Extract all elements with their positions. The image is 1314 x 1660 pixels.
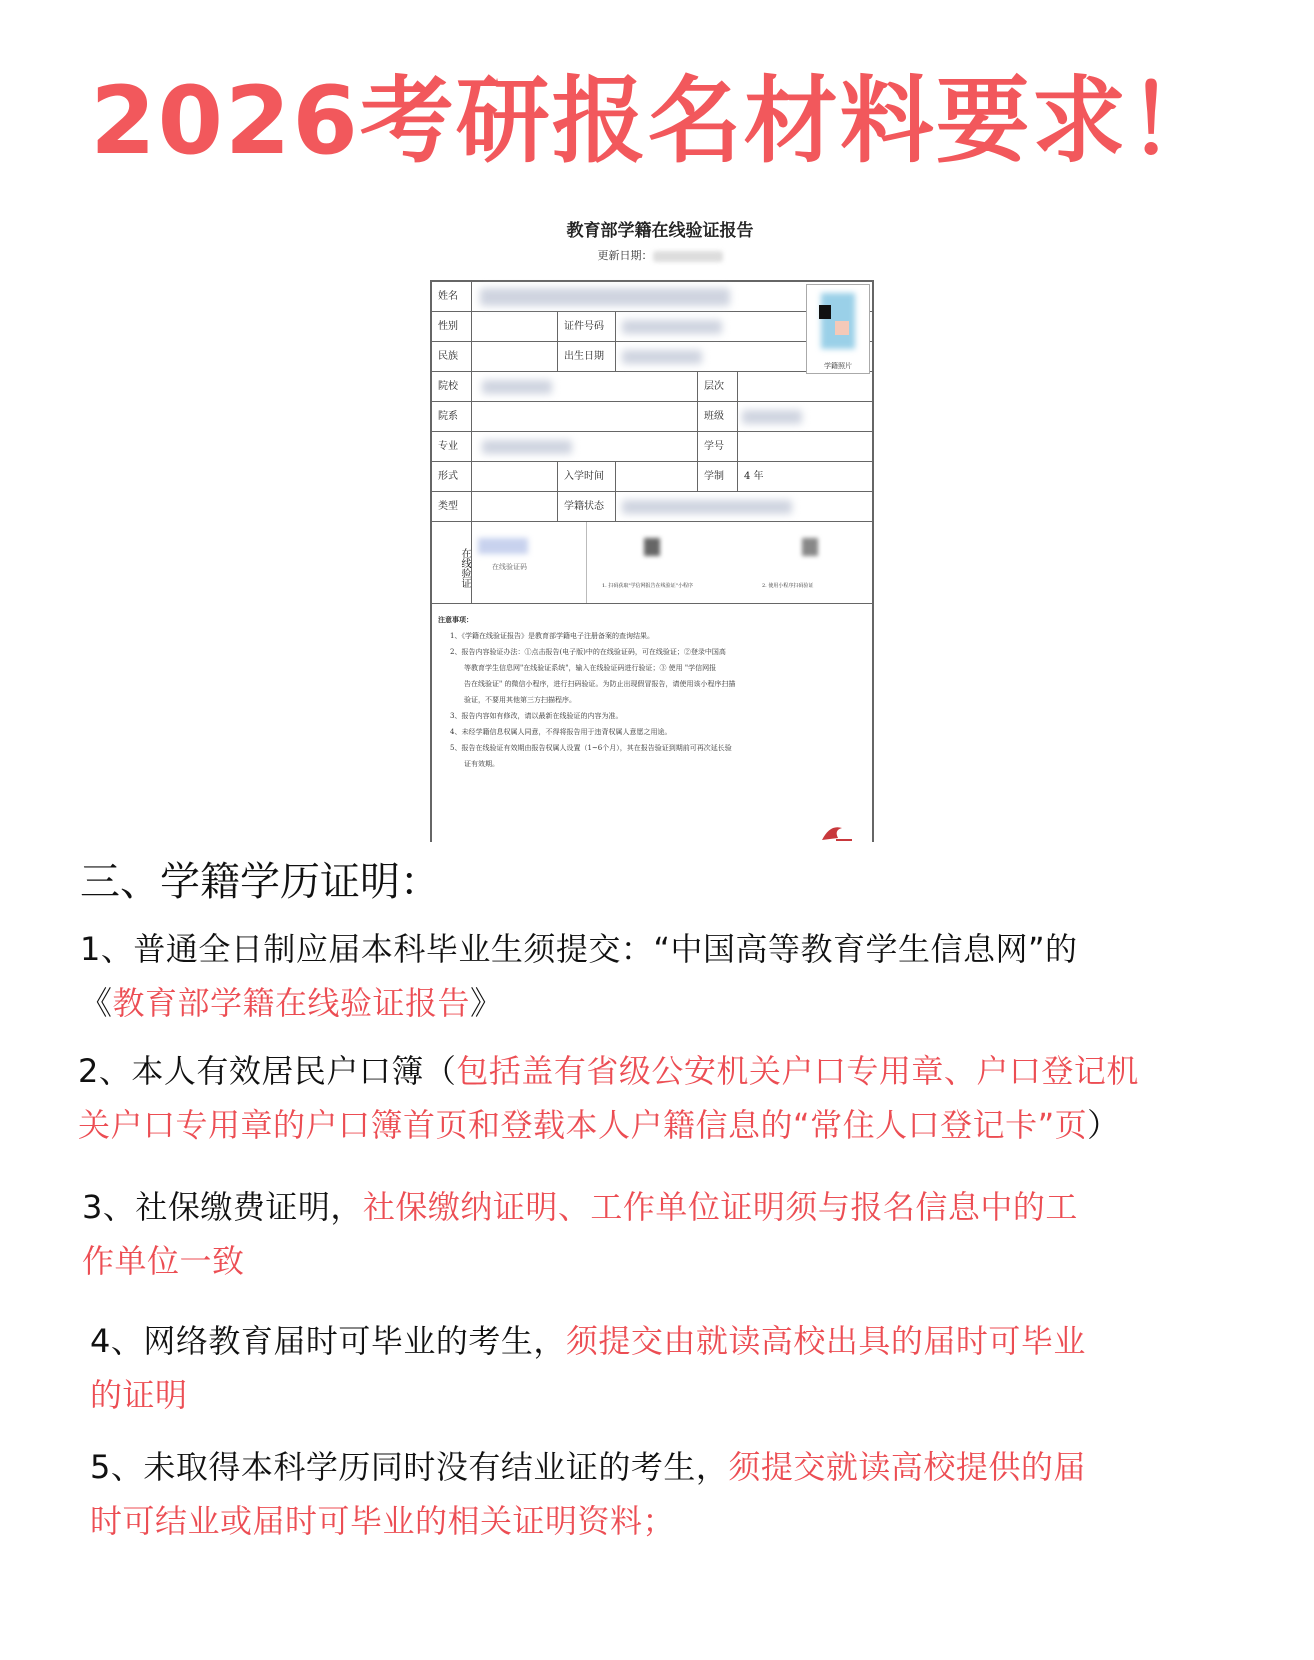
verify-code-label: 在线验证码 bbox=[492, 563, 527, 571]
quote-close: 》 bbox=[470, 984, 503, 1022]
list-item-1 bbox=[80, 922, 1240, 1030]
note-line: 证有效期。 bbox=[464, 760, 499, 768]
verify-step-2: 2. 使用小程序扫码验证 bbox=[762, 583, 814, 589]
row-form bbox=[432, 462, 872, 492]
blurred-date bbox=[653, 251, 723, 262]
divider bbox=[586, 522, 587, 603]
page-title: 2026考研报名材料要求！ bbox=[90, 67, 1224, 176]
highlight-text: 社保缴纳证明、工作单位证明须与报名信息中的工 bbox=[362, 1188, 1078, 1226]
qr-code-1 bbox=[644, 538, 660, 556]
label-major: 专业 bbox=[432, 432, 472, 461]
photo-block bbox=[819, 305, 831, 319]
label-id: 证件号码 bbox=[558, 312, 616, 341]
item-prefix: 3、社保缴费证明， bbox=[82, 1188, 363, 1226]
item-prefix: 4、网络教育届时可毕业的考生， bbox=[90, 1322, 566, 1360]
label-class: 班级 bbox=[698, 402, 738, 431]
note-line: 等教育学生信息网"在线验证系统"，输入在线验证码进行验证；③ 使用 "学信网报 bbox=[464, 664, 717, 672]
label-gender: 性别 bbox=[432, 312, 472, 341]
notes bbox=[432, 612, 872, 772]
highlight-text: 须提交就读高校提供的届 bbox=[728, 1448, 1086, 1486]
label-school: 院校 bbox=[432, 372, 472, 401]
report-title: 教育部学籍在线验证报告 bbox=[566, 221, 754, 241]
student-photo bbox=[806, 284, 870, 374]
item-text bbox=[78, 1044, 1278, 1098]
label-department: 院系 bbox=[432, 402, 472, 431]
note-line: 告在线验证" 的微信小程序，进行扫码验证。为防止出现假冒报告，请使用该小程序扫描 bbox=[464, 680, 736, 688]
highlight-text: 包括盖有省级公安机关户口专用章、户口登记机 bbox=[456, 1052, 1139, 1090]
label-birth: 出生日期 bbox=[558, 342, 616, 371]
online-verify-section bbox=[432, 522, 872, 604]
label-level: 层次 bbox=[698, 372, 738, 401]
report-date bbox=[410, 247, 910, 263]
note-line: 1、《学籍在线验证报告》是教育部学籍电子注册备案的查询结果。 bbox=[450, 632, 654, 640]
item-text: 1、普通全日制应届本科毕业生须提交：“中国高等教育学生信息网”的 bbox=[80, 930, 1078, 968]
row-school bbox=[432, 372, 872, 402]
item-text bbox=[90, 1440, 1260, 1494]
notes-title: 注意事项： bbox=[438, 615, 473, 624]
report-sheet bbox=[430, 280, 874, 842]
verification-report-image bbox=[410, 200, 910, 840]
highlight-text-line2: 时可结业或届时可毕业的相关证明资料； bbox=[90, 1502, 676, 1540]
label-duration: 学制 bbox=[698, 462, 738, 491]
quote-open: 《 bbox=[80, 984, 113, 1022]
note-line: 验证，不要用其他第三方扫描程序。 bbox=[464, 696, 576, 704]
blurred-value bbox=[622, 320, 722, 334]
note-line: 2、报告内容验证办法：①点击报告(电子版)中的在线验证码，可在线验证；②登录中国高 bbox=[450, 648, 726, 656]
label-type: 类型 bbox=[432, 492, 472, 521]
note-line: 4、未经学籍信息权属人同意，不得将报告用于违背权属人意愿之用途。 bbox=[450, 728, 672, 736]
item-text-line2 bbox=[80, 976, 1240, 1030]
highlight-text-line2: 的证明 bbox=[90, 1376, 188, 1414]
label-ethnicity: 民族 bbox=[432, 342, 472, 371]
blurred-value bbox=[622, 350, 702, 364]
section-heading: 三、学籍学历证明： bbox=[80, 859, 440, 905]
report-date-label: 更新日期： bbox=[597, 249, 653, 262]
label-status: 学籍状态 bbox=[558, 492, 616, 521]
label-form: 形式 bbox=[432, 462, 472, 491]
blurred-value bbox=[742, 410, 802, 424]
item-prefix: 2、本人有效居民户口簿（ bbox=[78, 1052, 457, 1090]
value-form bbox=[472, 462, 558, 491]
blurred-value bbox=[480, 288, 730, 306]
blurred-value bbox=[482, 380, 552, 394]
row-department bbox=[432, 402, 872, 432]
item-text bbox=[82, 1180, 1262, 1234]
item-text bbox=[90, 1314, 1260, 1368]
value-ethnicity bbox=[472, 342, 558, 371]
qr-code-2 bbox=[802, 538, 818, 556]
value-enroll bbox=[616, 462, 698, 491]
value-type bbox=[472, 492, 558, 521]
row-major bbox=[432, 432, 872, 462]
note-line: 5、报告在线验证有效期由报告权属人设置（1~6个月），其在报告验证到期前可再次延长验 bbox=[450, 744, 732, 752]
seal-icon bbox=[816, 820, 856, 842]
item-prefix: 5、未取得本科学历同时没有结业证的考生， bbox=[90, 1448, 729, 1486]
verify-step-1: 1. 扫码获取"学信网报告在线验证"小程序 bbox=[602, 583, 693, 589]
item-text-line2 bbox=[78, 1098, 1278, 1152]
blurred-value bbox=[482, 440, 572, 454]
value-department bbox=[472, 402, 698, 431]
row-type bbox=[432, 492, 872, 522]
photo-caption: 学籍照片 bbox=[824, 362, 852, 370]
list-item-4 bbox=[90, 1314, 1260, 1422]
highlight-text-line2: 作单位一致 bbox=[82, 1242, 245, 1280]
label-student-no: 学号 bbox=[698, 432, 738, 461]
value-duration: 4 年 bbox=[744, 471, 764, 482]
note-line: 3、报告内容如有修改，请以最新在线验证的内容为准。 bbox=[450, 712, 623, 720]
label-enroll: 入学时间 bbox=[558, 462, 616, 491]
verify-label: 在线验证 bbox=[432, 522, 472, 603]
highlight-text: 关户口专用章的户口簿首页和登载本人户籍信息的“常住人口登记卡”页 bbox=[78, 1106, 1088, 1144]
verify-code-blur bbox=[478, 538, 528, 554]
value-gender bbox=[472, 312, 558, 341]
highlight-text: 须提交由就读高校出具的届时可毕业 bbox=[565, 1322, 1086, 1360]
list-item-2 bbox=[78, 1044, 1278, 1152]
blurred-value bbox=[622, 500, 792, 514]
list-item-5 bbox=[90, 1440, 1260, 1548]
photo-block bbox=[835, 321, 849, 335]
item-suffix: ） bbox=[1087, 1106, 1120, 1144]
highlight-text: 教育部学籍在线验证报告 bbox=[112, 984, 471, 1022]
list-item-3 bbox=[82, 1180, 1262, 1288]
label-name: 姓名 bbox=[432, 282, 472, 311]
